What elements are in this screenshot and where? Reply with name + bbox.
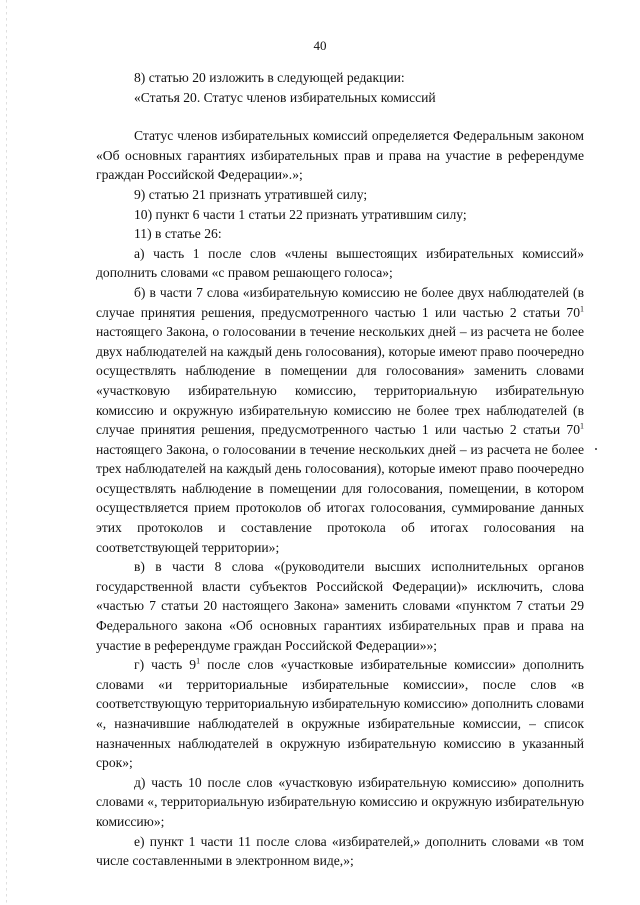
paragraph-item-9: 9) статью 21 признать утратившей силу; (134, 186, 368, 202)
page-number: 40 (313, 38, 327, 53)
article-20-text: Статус членов избирательных комиссий определяется Федеральным законом «Об основных гарантиях избирательных прав и права на участие в референдуме граждан Российской Федерации».»; (96, 128, 584, 183)
paragraph-item-10: 10) пункт 6 части 1 статьи 22 признать утратившим силу; (134, 206, 467, 222)
subitem-g (96, 655, 584, 773)
superscript-mark: 1 (580, 421, 584, 431)
subitem-e: е) пункт 1 части 11 после слова «избирателей,» дополнить словами «в том числе составленными в электронном виде,»; (96, 833, 584, 869)
subitem-b (96, 283, 584, 557)
subitem-b-part-2: настоящего Закона, о голосовании в течение нескольких дней – из расчета не более двух наблюдателей на каждый день голосования), которые имеют право поочередно осуществлять наблюдение в помещении для голосования» заменить словами «участковую избирательную комиссию, территориальную избирательную комиссию и окружную избирательную комиссию не более трех наблюдателей (в случае принятия решения, предусмотренного частью 1 или частью 2 статьи 70 (96, 324, 584, 438)
paragraph-item-8: 8) статью 20 изложить в следующей редакции: (134, 70, 405, 85)
subitem-v: в) в части 8 слова «(руководители высших исполнительных органов государственной власти субъектов Российской Федерации)» исключить, слова «частью 7 статьи 20 настоящего Закона» заменить словами «пунктом 7 статьи 29 Федерального закона «Об основных гарантиях избирательных прав и права на участие в референдуме граждан Российской Федерации»»; (96, 559, 584, 653)
superscript-mark: 1 (580, 304, 584, 313)
subitem-g-part-2: после слов «участковые избирательные комиссии» дополнить словами «и территориальные избирательные комиссии», после слов «в соответствующую территориальную избирательную комиссию» дополнить словами «, назначившие наблюдателей в окружные избирательные комиссии, – список назначенных наблюдателей в окружную избирательную комиссию в указанный срок»; (96, 657, 585, 771)
subitem-b-part-1: б) в части 7 слова «избирательную комиссию не более двух наблюдателей (в случае принятия решения, предусмотренного частью 1 или частью 2 статьи 70 (96, 284, 584, 320)
subitem-a: а) часть 1 после слов «члены вышестоящих избирательных комиссий» дополнить словами «с правом решающего голоса»; (96, 245, 584, 281)
subitem-d: д) часть 10 после слов «участковую избирательную комиссию» дополнить словами «, территориальную избирательную комиссию и окружную избирательную комиссию»; (96, 774, 584, 829)
margin-speck (595, 448, 597, 450)
paragraph-item-11: 11) в статье 26: (134, 226, 222, 242)
scan-edge-artifact (6, 0, 7, 905)
subitem-g-part-1: г) часть 9 (134, 657, 197, 673)
subitem-b-part-3: настоящего Закона, о голосовании в течение нескольких дней – из расчета не более трех наблюдателей на каждый день голосования), которые имеют право поочередно осуществлять наблюдение в помещении для голосования, помещении, в котором осуществляется прием протоколов об итогах голосования, суммирование данных этих протоколов и составление протокола об итогах голосования на соответствующей территории»; (96, 441, 584, 555)
superscript-mark: 1 (196, 656, 201, 666)
document-body (96, 68, 584, 871)
article-20-heading: «Статья 20. Статус членов избирательных комиссий (134, 89, 436, 105)
